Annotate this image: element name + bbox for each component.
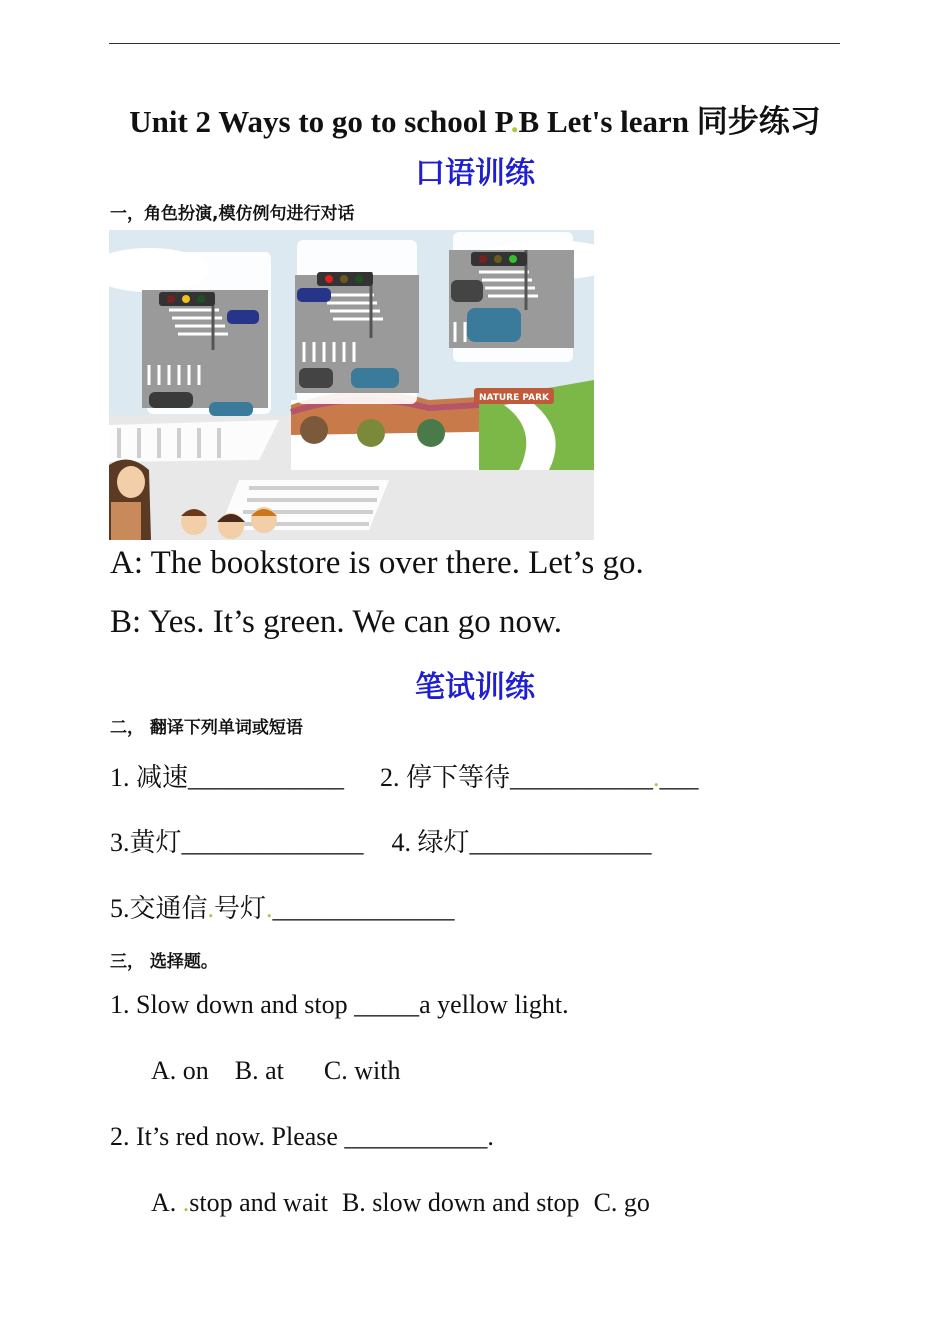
question-1-heading: 一，角色扮演,模仿例句进行对话: [110, 204, 355, 224]
header-rule: [109, 43, 840, 44]
translate-item-3: 3.黄灯______________: [110, 828, 364, 857]
translate-item-5: 5.交通信.号灯.______________: [110, 894, 455, 923]
option-1c: C. with: [323, 1056, 401, 1085]
dialog-line-b: B: Yes. It’s green. We can go now.: [110, 604, 562, 640]
choice-options-1: [151, 1056, 400, 1086]
traffic-lights-illustration: [109, 230, 594, 540]
option-2b: B. slow down and stop: [341, 1188, 580, 1217]
translate-item-1: 1. 减速____________: [110, 763, 345, 792]
nature-park-sign: NATURE PARK: [478, 393, 550, 403]
choice-question-2: 2. It’s red now. Please ___________.: [110, 1122, 494, 1151]
question-3-heading: 三， 选择题。: [110, 952, 218, 972]
choice-question-1: 1. Slow down and stop _____a yellow light.: [110, 990, 569, 1019]
written-section-title: 笔试训练: [415, 670, 535, 705]
option-2c: C. go: [593, 1188, 650, 1217]
option-1b: B. at: [234, 1056, 284, 1085]
question-2-heading: 二， 翻译下列单词或短语: [110, 718, 303, 738]
translate-row-2: [110, 822, 652, 859]
oral-section-title: 口语训练: [415, 156, 535, 191]
option-1a: A. on: [151, 1056, 209, 1085]
option-2a: A. .stop and wait: [151, 1188, 328, 1217]
document-title: Unit 2 Ways to go to school P.B Let's learn 同步练习: [129, 104, 821, 139]
choice-options-2: [151, 1188, 650, 1218]
translate-row-1: [110, 757, 699, 794]
dialog-line-a: A: The bookstore is over there. Let’s go.: [110, 545, 644, 581]
translate-item-2: 2. 停下等待___________.___: [380, 763, 699, 792]
translate-item-4: 4. 绿灯______________: [391, 828, 652, 857]
